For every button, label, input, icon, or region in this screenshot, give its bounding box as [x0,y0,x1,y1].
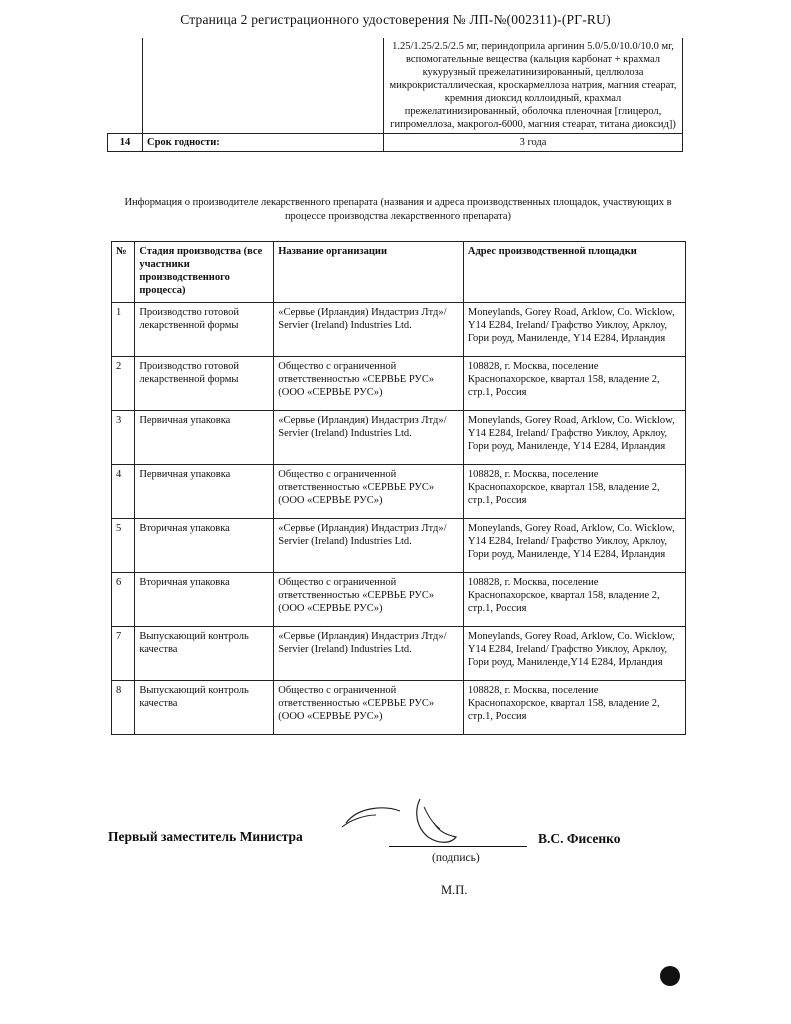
row-stage: Выпускающий контроль качества [135,681,274,735]
row-stage: Вторичная упаковка [135,573,274,627]
signatory-title: Первый заместитель Министра [108,829,303,844]
row-stage: Первичная упаковка [135,411,274,465]
row-number: 2 [112,357,135,411]
composition-continuation: 1.25/1.25/2.5/2.5 мг, периндоприла аргинин 5.0/5.0/10.0/10.0 мг, вспомогательные вещества (кальция карбонат + крахмал кукурузный прежелатинизированный, целлюлоза микрокристаллическая, кроскармеллоза натрия, магния стеарат, кремния диоксид коллоидный, крахмал прежелатинизированный, оболочка пленочная [глицерол, гипромеллоза, макрогол-6000, магния стеарат, титана диоксид]) [384,38,683,134]
row-address: 108828, г. Москва, поселение Краснопахорское, квартал 158, владение 2, стр.1, Россия [463,465,685,519]
row-address: 108828, г. Москва, поселение Краснопахорское, квартал 158, владение 2, стр.1, Россия [463,357,685,411]
table-row [112,465,686,519]
row-address: Moneylands, Gorey Road, Arklow, Co. Wicklow, Y14 E284, Ireland/ Графство Уиклоу, Арклоу, Гори роуд, Маниленде, Y14 E284, Ирландия [463,303,685,357]
row-stage: Вторичная упаковка [135,519,274,573]
row-number: 5 [112,519,135,573]
header-number: № [112,242,135,303]
row-address: Moneylands, Gorey Road, Arklow, Co. Wicklow, Y14 E284, Ireland/ Графство Уиклоу, Арклоу, Гори роуд, Маниленде, Y14 E284, Ирландия [463,519,685,573]
page-header: Страница 2 регистрационного удостоверения № ЛП-№(002311)-(РГ-RU) [180,12,611,27]
row-number: 6 [112,573,135,627]
stamp-placeholder: М.П. [441,883,468,897]
shelf-life-number: 14 [108,134,143,152]
row-organization: Общество с ограниченной ответственностью «СЕРВЬЕ РУС» (ООО «СЕРВЬЕ РУС») [274,681,464,735]
table-row [112,411,686,465]
row-stage: Первичная упаковка [135,465,274,519]
row-number: 1 [112,303,135,357]
empty-cell [108,38,143,134]
row-organization: «Сервье (Ирландия) Индастриз Лтд»/ Servier (Ireland) Industries Ltd. [274,519,464,573]
shelf-life-value: 3 года [384,134,683,152]
row-address: 108828, г. Москва, поселение Краснопахорское, квартал 158, владение 2, стр.1, Россия [463,681,685,735]
row-number: 8 [112,681,135,735]
empty-cell [143,38,384,134]
manufacturer-info-heading: Информация о производителе лекарственного препарата (названия и адреса производственных площадок, участвующих в процессе производства лекарственного препарата) [124,197,672,222]
signatory-name: В.С. Фисенко [538,831,621,846]
table-row [112,303,686,357]
row-stage: Производство готовой лекарственной формы [135,357,274,411]
row-address: Moneylands, Gorey Road, Arklow, Co. Wicklow, Y14 E284, Ireland/ Графство Уиклоу, Арклоу, Гори роуд, Маниленде,Y14 E284, Ирландия [463,627,685,681]
page-marker-dot [660,966,680,986]
row-organization: «Сервье (Ирландия) Индастриз Лтд»/ Servier (Ireland) Industries Ltd. [274,303,464,357]
row-organization: «Сервье (Ирландия) Индастриз Лтд»/ Servier (Ireland) Industries Ltd. [274,627,464,681]
row-organization: «Сервье (Ирландия) Индастриз Лтд»/ Servier (Ireland) Industries Ltd. [274,411,464,465]
row-organization: Общество с ограниченной ответственностью «СЕРВЬЕ РУС» (ООО «СЕРВЬЕ РУС») [274,465,464,519]
row-organization: Общество с ограниченной ответственностью «СЕРВЬЕ РУС» (ООО «СЕРВЬЕ РУС») [274,573,464,627]
table-row [112,627,686,681]
table-row [112,519,686,573]
table-row [112,681,686,735]
row-organization: Общество с ограниченной ответственностью «СЕРВЬЕ РУС» (ООО «СЕРВЬЕ РУС») [274,357,464,411]
row-number: 4 [112,465,135,519]
header-organization: Название организации [274,242,464,303]
composition-table [107,38,683,152]
header-stage: Стадия производства (все участники производственного процесса) [135,242,274,303]
shelf-life-label: Срок годности: [143,134,384,152]
signature-caption: (подпись) [432,852,480,864]
manufacturers-table [111,241,686,735]
row-stage: Выпускающий контроль качества [135,627,274,681]
table-row [112,357,686,411]
row-address: 108828, г. Москва, поселение Краснопахорское, квартал 158, владение 2, стр.1, Россия [463,573,685,627]
row-stage: Производство готовой лекарственной формы [135,303,274,357]
row-address: Moneylands, Gorey Road, Arklow, Co. Wicklow, Y14 E284, Ireland/ Графство Уиклоу, Арклоу, Гори роуд, Маниленде, Y14 E284, Ирландия [463,411,685,465]
table-header-row [112,242,686,303]
table-row [112,573,686,627]
row-number: 3 [112,411,135,465]
header-address: Адрес производственной площадки [463,242,685,303]
row-number: 7 [112,627,135,681]
signature-line [389,846,527,847]
